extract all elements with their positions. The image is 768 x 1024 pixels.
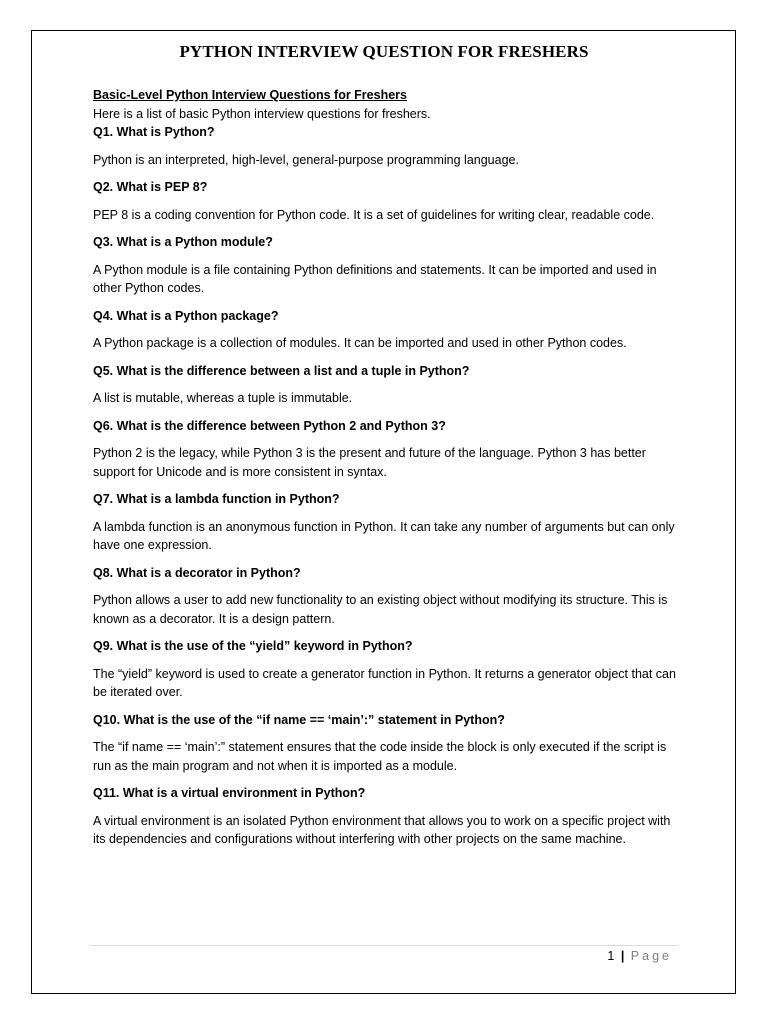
answer-7: A lambda function is an anonymous function in Python. It can take any number of arguments but can only have one expression. — [93, 519, 675, 552]
question-5: Q5. What is the difference between a list and a tuple in Python? — [93, 363, 470, 378]
footer-separator: | — [620, 949, 625, 963]
page-footer — [607, 948, 672, 964]
question-10: Q10. What is the use of the “if name == ‘main’:” statement in Python? — [93, 712, 505, 727]
intro-paragraph: Here is a list of basic Python interview questions for freshers. — [93, 106, 431, 121]
answer-2: PEP 8 is a coding convention for Python code. It is a set of guidelines for writing clear, readable code. — [93, 207, 655, 222]
answer-3: A Python module is a file containing Python definitions and statements. It can be imported and used in other Python codes. — [93, 262, 657, 295]
question-2: Q2. What is PEP 8? — [93, 180, 208, 194]
section-heading: Basic-Level Python Interview Questions for Freshers — [93, 88, 407, 102]
question-9: Q9. What is the use of the “yield” keyword in Python? — [93, 639, 413, 653]
answer-4: A Python package is a collection of modules. It can be imported and used in other Python codes. — [93, 336, 627, 350]
page-label: Page — [630, 949, 672, 963]
answer-6: Python 2 is the legacy, while Python 3 is the present and future of the language. Python 3 has better support for Unicode and is more consistent in syntax. — [93, 446, 646, 479]
question-4: Q4. What is a Python package? — [93, 308, 279, 323]
question-3: Q3. What is a Python module? — [93, 235, 273, 249]
footer-divider — [90, 945, 678, 946]
answer-8: Python allows a user to add new functionality to an existing object without modifying its structure. This is known as a decorator. It is a design pattern. — [93, 593, 668, 626]
document-body — [93, 86, 683, 858]
document-title: PYTHON INTERVIEW QUESTION FOR FRESHERS — [179, 42, 589, 61]
answer-5: A list is mutable, whereas a tuple is immutable. — [93, 391, 353, 405]
answer-9: The “yield” keyword is used to create a generator function in Python. It returns a generator object that can be iterated over. — [93, 666, 676, 699]
question-1: Q1. What is Python? — [93, 125, 215, 139]
question-6: Q6. What is the difference between Python 2 and Python 3? — [93, 418, 446, 433]
answer-11: A virtual environment is an isolated Python environment that allows you to work on a specific project with its dependencies and configurations without interfering with other projects on the same machine. — [93, 813, 671, 846]
answer-10: The “if name == ‘main’:” statement ensures that the code inside the block is only executed if the script is run as the main program and not when it is imported as a module. — [93, 740, 667, 773]
page-number: 1 — [607, 949, 615, 963]
question-8: Q8. What is a decorator in Python? — [93, 565, 301, 580]
answer-1: Python is an interpreted, high-level, general-purpose programming language. — [93, 152, 519, 167]
question-7: Q7. What is a lambda function in Python? — [93, 492, 340, 506]
question-11: Q11. What is a virtual environment in Python? — [93, 786, 366, 800]
